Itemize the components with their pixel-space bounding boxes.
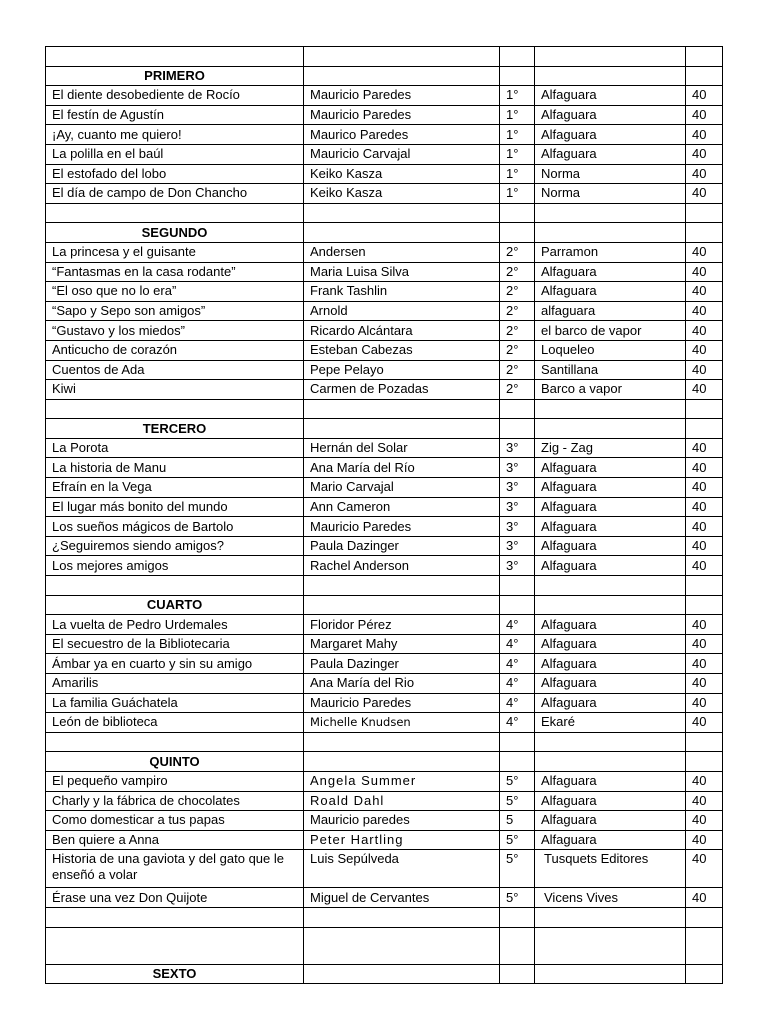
quantity-cell: 40	[686, 615, 723, 635]
author-cell: Maria Luisa Silva	[304, 262, 500, 282]
book-row	[46, 105, 723, 125]
quantity-cell: 40	[686, 380, 723, 400]
author-cell: Mauricio Carvajal	[304, 144, 500, 164]
quantity-cell: 40	[686, 517, 723, 537]
grade-cell: 3°	[500, 458, 535, 478]
author-cell: Carmen de Pozadas	[304, 380, 500, 400]
grade-cell: 2°	[500, 340, 535, 360]
publisher-cell: Vicens Vives	[535, 888, 686, 908]
empty-cell	[500, 964, 535, 984]
book-title-cell: Érase una vez Don Quijote	[46, 888, 304, 908]
book-row	[46, 458, 723, 478]
quantity-cell: 40	[686, 282, 723, 302]
grade-cell: 1°	[500, 164, 535, 184]
grade-cell: 3°	[500, 497, 535, 517]
grade-cell: 4°	[500, 693, 535, 713]
book-title-cell: “Fantasmas en la casa rodante”	[46, 262, 304, 282]
grade-cell: 3°	[500, 478, 535, 498]
empty-cell	[535, 399, 686, 419]
empty-cell	[535, 732, 686, 752]
author-cell: Hernán del Solar	[304, 438, 500, 458]
grade-section-header-row	[46, 752, 723, 772]
empty-cell	[686, 907, 723, 927]
empty-cell	[686, 752, 723, 772]
grade-cell: 2°	[500, 321, 535, 341]
empty-cell	[46, 399, 304, 419]
quantity-cell: 40	[686, 105, 723, 125]
author-cell: Mauricio Paredes	[304, 517, 500, 537]
book-title-cell: ¡Ay, cuanto me quiero!	[46, 125, 304, 145]
book-row	[46, 674, 723, 694]
empty-cell	[686, 419, 723, 439]
empty-cell	[46, 732, 304, 752]
quantity-cell: 40	[686, 340, 723, 360]
empty-cell	[304, 223, 500, 243]
blank-row	[46, 576, 723, 596]
publisher-cell: Alfaguara	[535, 634, 686, 654]
book-title-cell: El estofado del lobo	[46, 164, 304, 184]
book-title-cell: Amarilis	[46, 674, 304, 694]
publisher-cell: Santillana	[535, 360, 686, 380]
empty-cell	[686, 732, 723, 752]
book-title-cell: La Porota	[46, 438, 304, 458]
empty-cell	[304, 47, 500, 67]
empty-cell	[304, 752, 500, 772]
publisher-cell: Tusquets Editores	[535, 850, 686, 888]
empty-cell	[686, 964, 723, 984]
empty-cell	[304, 907, 500, 927]
grade-section-header-row	[46, 595, 723, 615]
blank-row	[46, 47, 723, 67]
author-cell: Michelle Knudsen	[304, 713, 500, 733]
quantity-cell: 40	[686, 497, 723, 517]
empty-cell	[46, 907, 304, 927]
empty-cell	[535, 419, 686, 439]
book-row	[46, 517, 723, 537]
empty-cell	[686, 66, 723, 86]
empty-cell	[304, 732, 500, 752]
author-cell: Paula Dazinger	[304, 536, 500, 556]
section-heading: QUINTO	[46, 752, 304, 772]
quantity-cell: 40	[686, 262, 723, 282]
empty-cell	[686, 47, 723, 67]
author-cell: Ricardo Alcántara	[304, 321, 500, 341]
book-title-cell: La historia de Manu	[46, 458, 304, 478]
book-title-cell: ¿Seguiremos siendo amigos?	[46, 536, 304, 556]
quantity-cell: 40	[686, 556, 723, 576]
grade-cell: 1°	[500, 125, 535, 145]
book-row	[46, 497, 723, 517]
author-cell: Ana María del Río	[304, 458, 500, 478]
blank-row	[46, 399, 723, 419]
empty-cell	[500, 752, 535, 772]
book-row	[46, 615, 723, 635]
book-row	[46, 438, 723, 458]
empty-cell	[304, 595, 500, 615]
grade-cell: 2°	[500, 380, 535, 400]
book-row	[46, 830, 723, 850]
empty-cell	[500, 47, 535, 67]
quantity-cell: 40	[686, 830, 723, 850]
publisher-cell: Alfaguara	[535, 791, 686, 811]
book-title-cell: Charly y la fábrica de chocolates	[46, 791, 304, 811]
quantity-cell: 40	[686, 674, 723, 694]
book-row	[46, 144, 723, 164]
quantity-cell: 40	[686, 144, 723, 164]
empty-cell	[535, 927, 686, 964]
empty-cell	[304, 203, 500, 223]
empty-cell	[500, 66, 535, 86]
quantity-cell: 40	[686, 125, 723, 145]
book-row	[46, 360, 723, 380]
publisher-cell: Alfaguara	[535, 556, 686, 576]
book-row	[46, 771, 723, 791]
empty-cell	[500, 595, 535, 615]
empty-cell	[46, 47, 304, 67]
publisher-cell: Alfaguara	[535, 771, 686, 791]
grade-cell: 3°	[500, 536, 535, 556]
empty-cell	[500, 927, 535, 964]
quantity-cell: 40	[686, 438, 723, 458]
book-title-cell: La polilla en el baúl	[46, 144, 304, 164]
quantity-cell: 40	[686, 693, 723, 713]
empty-cell	[46, 576, 304, 596]
empty-cell	[686, 223, 723, 243]
empty-cell	[500, 907, 535, 927]
author-cell: Keiko Kasza	[304, 164, 500, 184]
author-cell: Frank Tashlin	[304, 282, 500, 302]
grade-cell: 1°	[500, 144, 535, 164]
publisher-cell: Alfaguara	[535, 282, 686, 302]
quantity-cell: 40	[686, 888, 723, 908]
book-row	[46, 86, 723, 106]
author-cell: Mauricio Paredes	[304, 105, 500, 125]
author-cell: Keiko Kasza	[304, 184, 500, 204]
publisher-cell: el barco de vapor	[535, 321, 686, 341]
author-cell: Mario Carvajal	[304, 478, 500, 498]
book-title-cell: El secuestro de la Bibliotecaria	[46, 634, 304, 654]
section-heading: TERCERO	[46, 419, 304, 439]
reading-list-body	[46, 47, 723, 984]
book-title-cell: “El oso que no lo era”	[46, 282, 304, 302]
grade-cell: 5°	[500, 888, 535, 908]
empty-cell	[535, 203, 686, 223]
empty-cell	[686, 576, 723, 596]
book-title-cell: Historia de una gaviota y del gato que le enseñó a volar	[46, 850, 304, 888]
quantity-cell: 40	[686, 242, 723, 262]
author-cell: Andersen	[304, 242, 500, 262]
author-cell: Rachel Anderson	[304, 556, 500, 576]
empty-cell	[686, 203, 723, 223]
publisher-cell: Norma	[535, 164, 686, 184]
empty-cell	[304, 576, 500, 596]
publisher-cell: Parramon	[535, 242, 686, 262]
quantity-cell: 40	[686, 321, 723, 341]
empty-cell	[500, 576, 535, 596]
section-heading: SEXTO	[46, 964, 304, 984]
quantity-cell: 40	[686, 478, 723, 498]
grade-cell: 2°	[500, 282, 535, 302]
author-cell: Pepe Pelayo	[304, 360, 500, 380]
publisher-cell: Alfaguara	[535, 615, 686, 635]
quantity-cell: 40	[686, 360, 723, 380]
author-cell: Mauricio Paredes	[304, 86, 500, 106]
publisher-cell: Alfaguara	[535, 693, 686, 713]
book-title-cell: “Sapo y Sepo son amigos”	[46, 301, 304, 321]
book-row	[46, 184, 723, 204]
quantity-cell: 40	[686, 850, 723, 888]
quantity-cell: 40	[686, 634, 723, 654]
publisher-cell: Alfaguara	[535, 125, 686, 145]
quantity-cell: 40	[686, 771, 723, 791]
author-cell: Esteban Cabezas	[304, 340, 500, 360]
empty-cell	[304, 66, 500, 86]
grade-cell: 2°	[500, 262, 535, 282]
grade-cell: 3°	[500, 556, 535, 576]
book-row	[46, 888, 723, 908]
author-cell: Ana María del Rio	[304, 674, 500, 694]
author-cell: Angela Summer	[304, 771, 500, 791]
reading-list-table	[45, 46, 723, 984]
book-row	[46, 282, 723, 302]
grade-cell: 3°	[500, 517, 535, 537]
book-title-cell: Kiwi	[46, 380, 304, 400]
publisher-cell: Alfaguara	[535, 105, 686, 125]
grade-cell: 5	[500, 811, 535, 831]
empty-cell	[500, 223, 535, 243]
quantity-cell: 40	[686, 811, 723, 831]
grade-cell: 2°	[500, 242, 535, 262]
grade-cell: 5°	[500, 830, 535, 850]
publisher-cell: Alfaguara	[535, 144, 686, 164]
empty-cell	[304, 419, 500, 439]
book-row	[46, 242, 723, 262]
grade-section-header-row	[46, 223, 723, 243]
book-title-cell: El día de campo de Don Chancho	[46, 184, 304, 204]
grade-section-header-row	[46, 66, 723, 86]
author-cell: Luis Sepúlveda	[304, 850, 500, 888]
book-row	[46, 536, 723, 556]
book-row	[46, 850, 723, 888]
empty-cell	[304, 927, 500, 964]
author-cell: Peter Hartling	[304, 830, 500, 850]
empty-cell	[535, 964, 686, 984]
book-title-cell: El lugar más bonito del mundo	[46, 497, 304, 517]
book-title-cell: El festín de Agustín	[46, 105, 304, 125]
book-title-cell: Como domesticar a tus papas	[46, 811, 304, 831]
book-title-cell: Efraín en la Vega	[46, 478, 304, 498]
empty-cell	[535, 907, 686, 927]
book-row	[46, 634, 723, 654]
grade-section-header-row	[46, 419, 723, 439]
book-title-cell: “Gustavo y los miedos”	[46, 321, 304, 341]
book-title-cell: Ámbar ya en cuarto y sin su amigo	[46, 654, 304, 674]
book-title-cell: El pequeño vampiro	[46, 771, 304, 791]
quantity-cell: 40	[686, 301, 723, 321]
grade-cell: 4°	[500, 634, 535, 654]
grade-cell: 1°	[500, 184, 535, 204]
empty-cell	[535, 752, 686, 772]
grade-cell: 4°	[500, 654, 535, 674]
book-row	[46, 164, 723, 184]
author-cell: Floridor Pérez	[304, 615, 500, 635]
empty-cell	[535, 223, 686, 243]
book-row	[46, 478, 723, 498]
section-heading: PRIMERO	[46, 66, 304, 86]
grade-cell: 5°	[500, 771, 535, 791]
author-cell: Mauricio paredes	[304, 811, 500, 831]
blank-row	[46, 927, 723, 964]
book-row	[46, 262, 723, 282]
publisher-cell: Alfaguara	[535, 811, 686, 831]
publisher-cell: Alfaguara	[535, 654, 686, 674]
book-row	[46, 791, 723, 811]
section-heading: SEGUNDO	[46, 223, 304, 243]
empty-cell	[500, 399, 535, 419]
empty-cell	[535, 66, 686, 86]
grade-cell: 5°	[500, 850, 535, 888]
empty-cell	[46, 203, 304, 223]
quantity-cell: 40	[686, 713, 723, 733]
book-title-cell: Anticucho de corazón	[46, 340, 304, 360]
book-title-cell: La familia Guáchatela	[46, 693, 304, 713]
blank-row	[46, 203, 723, 223]
author-cell: Margaret Mahy	[304, 634, 500, 654]
grade-cell: 1°	[500, 86, 535, 106]
quantity-cell: 40	[686, 791, 723, 811]
publisher-cell: Alfaguara	[535, 830, 686, 850]
grade-cell: 4°	[500, 674, 535, 694]
publisher-cell: Norma	[535, 184, 686, 204]
book-title-cell: Cuentos de Ada	[46, 360, 304, 380]
book-title-cell: El diente desobediente de Rocío	[46, 86, 304, 106]
book-title-cell: Los sueños mágicos de Bartolo	[46, 517, 304, 537]
empty-cell	[686, 595, 723, 615]
publisher-cell: Loqueleo	[535, 340, 686, 360]
blank-row	[46, 732, 723, 752]
publisher-cell: Alfaguara	[535, 86, 686, 106]
quantity-cell: 40	[686, 654, 723, 674]
quantity-cell: 40	[686, 86, 723, 106]
author-cell: Mauricio Paredes	[304, 693, 500, 713]
publisher-cell: Barco a vapor	[535, 380, 686, 400]
book-title-cell: La princesa y el guisante	[46, 242, 304, 262]
book-title-cell: La vuelta de Pedro Urdemales	[46, 615, 304, 635]
author-cell: Miguel de Cervantes	[304, 888, 500, 908]
author-cell: Roald Dahl	[304, 791, 500, 811]
publisher-cell: Zig - Zag	[535, 438, 686, 458]
book-row	[46, 125, 723, 145]
publisher-cell: Alfaguara	[535, 517, 686, 537]
grade-cell: 1°	[500, 105, 535, 125]
empty-cell	[535, 595, 686, 615]
author-cell: Maurico Paredes	[304, 125, 500, 145]
publisher-cell: Ekaré	[535, 713, 686, 733]
publisher-cell: Alfaguara	[535, 497, 686, 517]
book-row	[46, 380, 723, 400]
publisher-cell: Alfaguara	[535, 262, 686, 282]
grade-cell: 4°	[500, 615, 535, 635]
empty-cell	[500, 732, 535, 752]
book-row	[46, 811, 723, 831]
publisher-cell: alfaguara	[535, 301, 686, 321]
publisher-cell: Alfaguara	[535, 536, 686, 556]
author-cell: Paula Dazinger	[304, 654, 500, 674]
empty-cell	[500, 203, 535, 223]
section-heading: CUARTO	[46, 595, 304, 615]
grade-section-header-row	[46, 964, 723, 984]
publisher-cell: Alfaguara	[535, 674, 686, 694]
book-row	[46, 556, 723, 576]
quantity-cell: 40	[686, 458, 723, 478]
empty-cell	[686, 927, 723, 964]
book-row	[46, 340, 723, 360]
grade-cell: 3°	[500, 438, 535, 458]
quantity-cell: 40	[686, 536, 723, 556]
empty-cell	[686, 399, 723, 419]
publisher-cell: Alfaguara	[535, 458, 686, 478]
quantity-cell: 40	[686, 164, 723, 184]
grade-cell: 2°	[500, 360, 535, 380]
grade-cell: 5°	[500, 791, 535, 811]
grade-cell: 4°	[500, 713, 535, 733]
empty-cell	[535, 47, 686, 67]
empty-cell	[535, 576, 686, 596]
empty-cell	[304, 399, 500, 419]
empty-cell	[46, 927, 304, 964]
author-cell: Arnold	[304, 301, 500, 321]
publisher-cell: Alfaguara	[535, 478, 686, 498]
book-row	[46, 654, 723, 674]
book-row	[46, 321, 723, 341]
book-title-cell: Los mejores amigos	[46, 556, 304, 576]
empty-cell	[500, 419, 535, 439]
book-row	[46, 713, 723, 733]
book-title-cell: Ben quiere a Anna	[46, 830, 304, 850]
quantity-cell: 40	[686, 184, 723, 204]
author-cell: Ann Cameron	[304, 497, 500, 517]
empty-cell	[304, 964, 500, 984]
book-row	[46, 301, 723, 321]
grade-cell: 2°	[500, 301, 535, 321]
blank-row	[46, 907, 723, 927]
book-title-cell: León de biblioteca	[46, 713, 304, 733]
book-row	[46, 693, 723, 713]
